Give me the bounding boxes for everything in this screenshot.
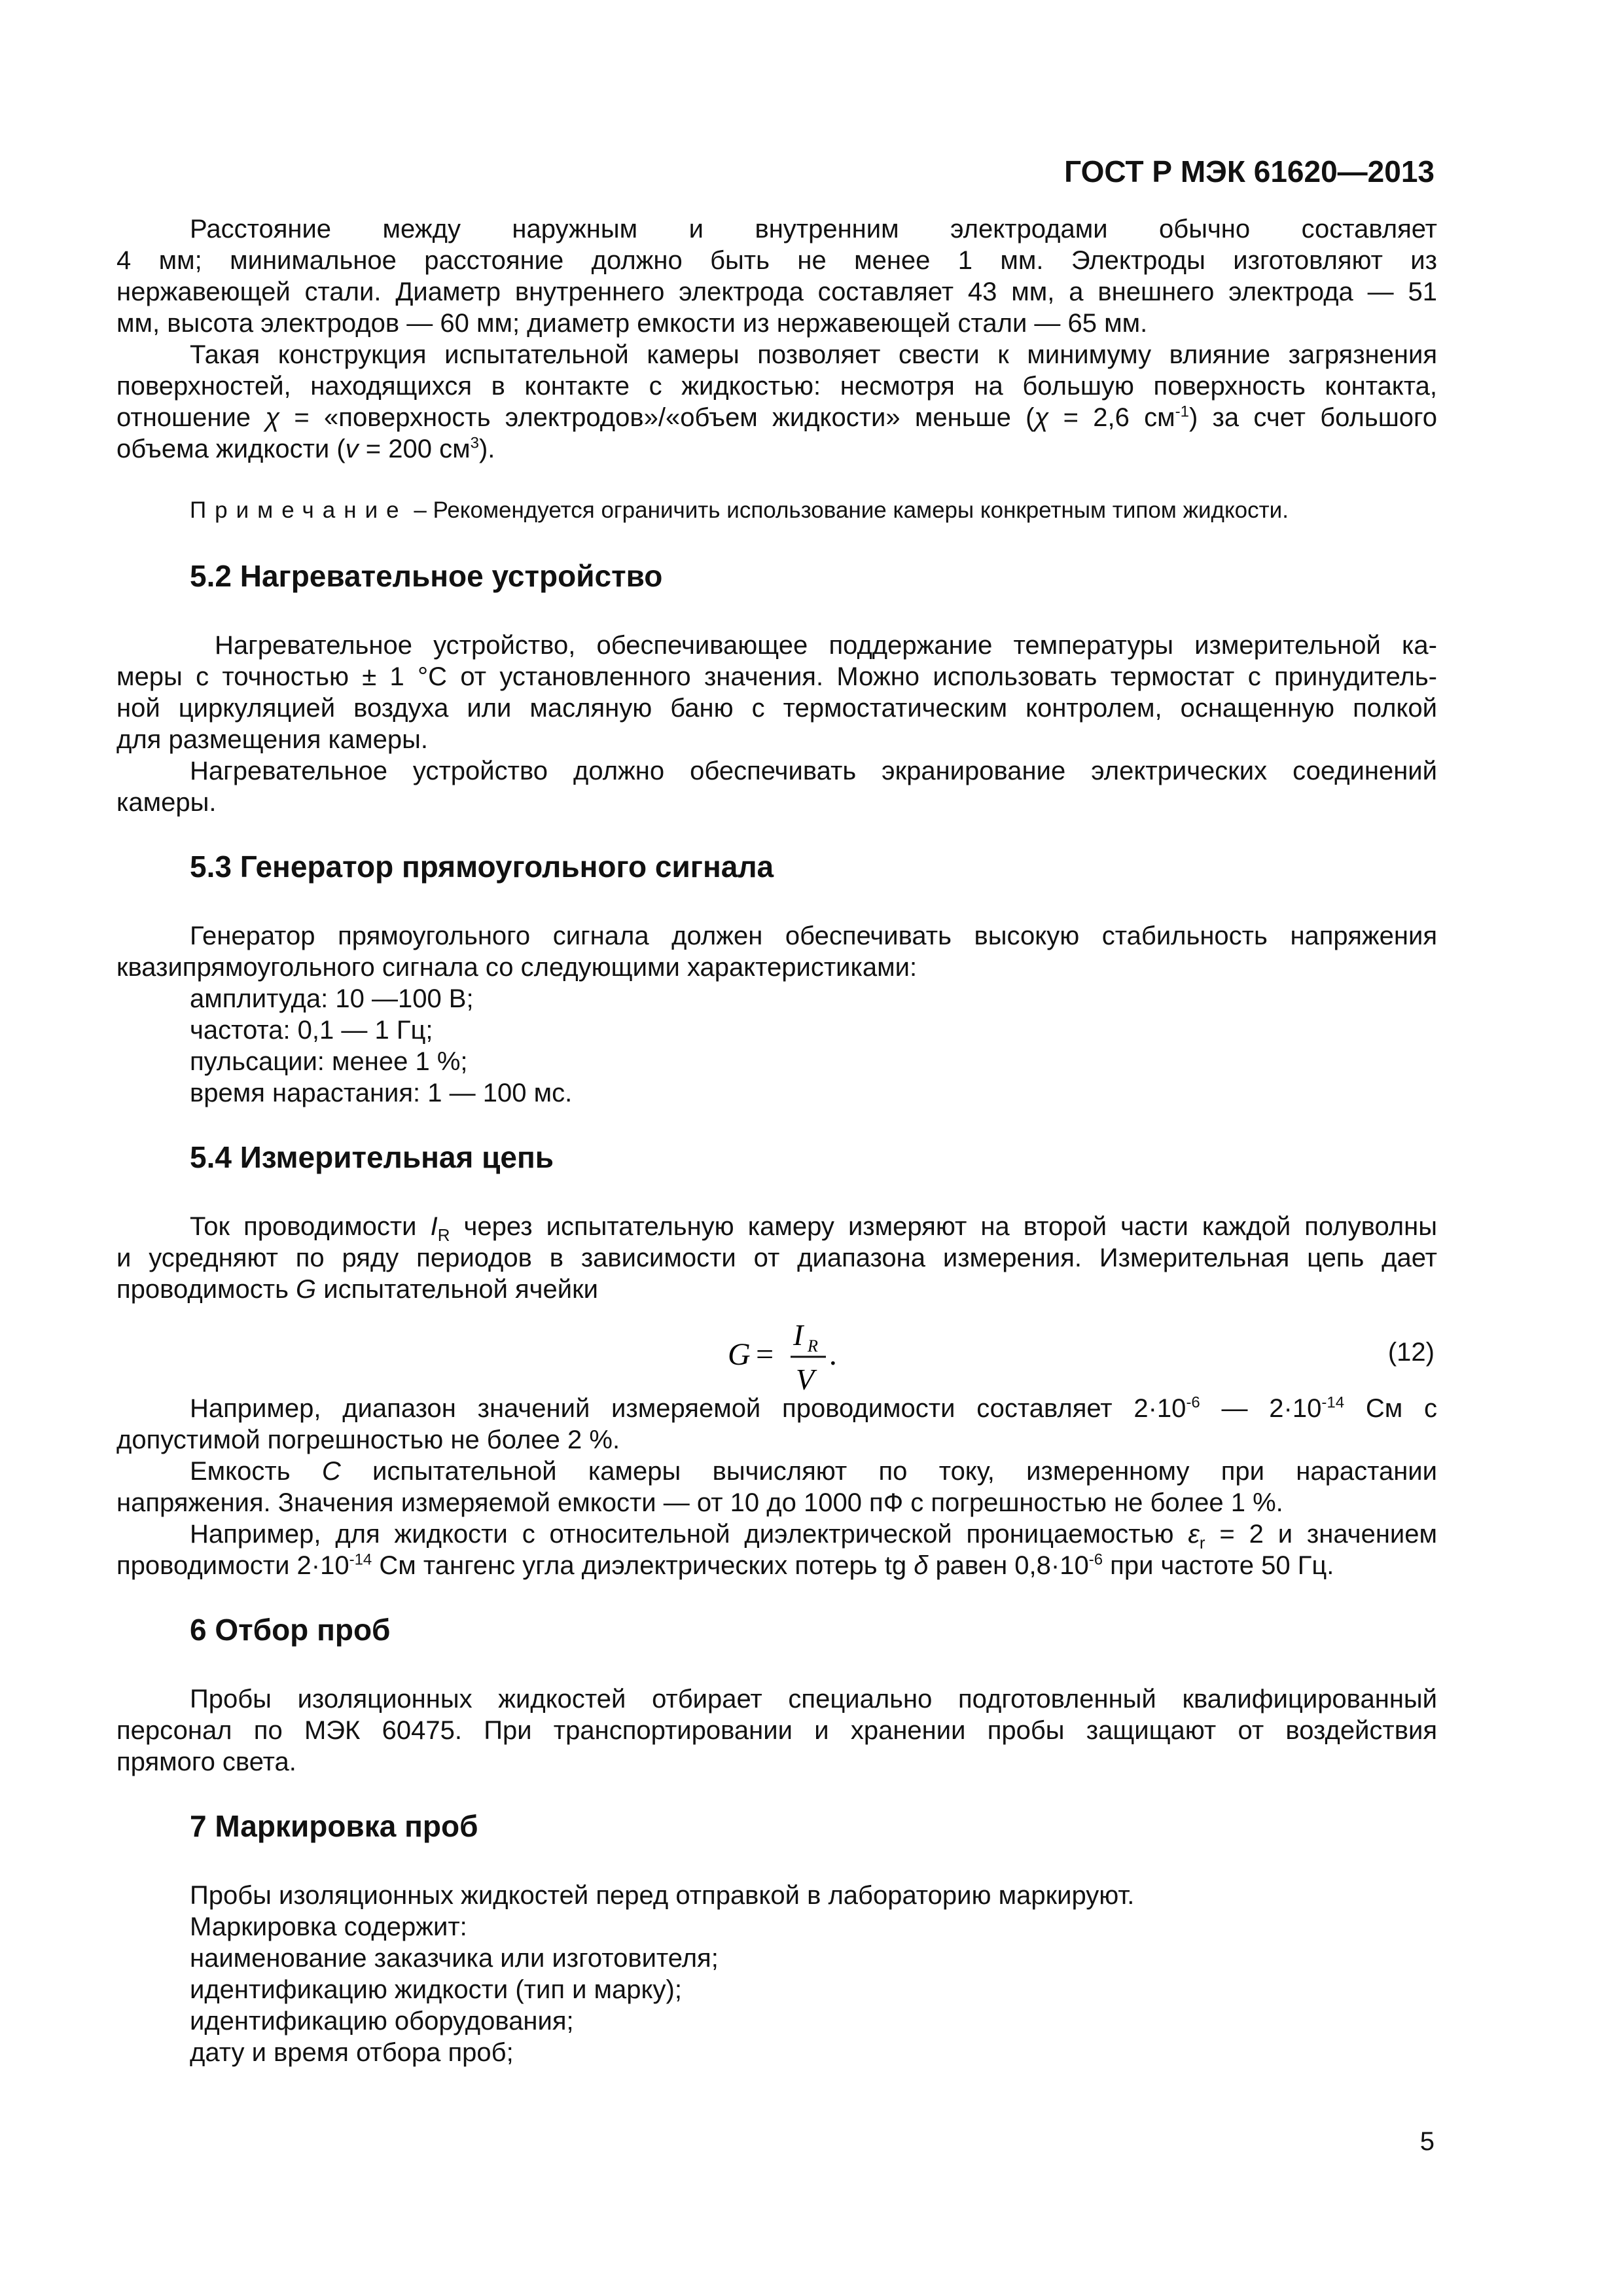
text-line: и усредняют по ряду периодов в зависимости от диапазона измерения. Измерительная цепь дает: [116, 1244, 1437, 1272]
section-heading: 5.4 Измерительная цепь: [190, 1140, 554, 1174]
text-line: Генератор прямоугольного сигнала должен обеспечивать высокую стабильность напряжения: [190, 922, 1437, 950]
formula-denominator: V: [796, 1363, 815, 1396]
formula-graphic: [728, 1312, 852, 1397]
section-heading: 5.2 Нагревательное устройство: [190, 559, 663, 593]
text-line: поверхностей, находящихся в контакте с жидкостью: несмотря на большую поверхность контакта,: [116, 372, 1437, 401]
text-line: допустимой погрешностью не более 2 %.: [116, 1426, 620, 1454]
note-label: Примечание: [190, 497, 408, 523]
note-text: – Рекомендуется ограничить использование камеры конкретным типом жидкости.: [407, 497, 1289, 523]
text-line: мм, высота электродов — 60 мм; диаметр емкости из нержавеющей стали — 65 мм.: [116, 309, 1148, 338]
text-line: для размещения камеры.: [116, 725, 428, 754]
text-line: объема жидкости (v = 200 $см^3$).: [116, 434, 495, 463]
list-item: время нарастания: 1 — 100 мс.: [190, 1079, 573, 1107]
list-item: амплитуда: 10 —100 В;: [190, 984, 474, 1013]
text-line: меры с точностью ± 1 °С от установленного значения. Можно использовать термостат с принудитель-: [116, 662, 1437, 691]
list-item: частота: 0,1 — 1 Гц;: [190, 1016, 433, 1045]
text-line: отношение χ = «поверхность электродов»/«объем жидкости» меньше (χ = 2,6 $см^{-1}$) за счет большого: [116, 403, 1437, 432]
text-line: Нагревательное устройство должно обеспечивать экранирование электрических соединений: [190, 757, 1437, 785]
text-line: Например, для жидкости с относительной диэлектрической проницаемостью $\varepsilon_r = 2$ и значением: [190, 1520, 1437, 1550]
list-item: идентификацию оборудования;: [190, 2007, 574, 2036]
list-item: идентификацию жидкости (тип и марку);: [190, 1975, 682, 2004]
text-line: нержавеющей стали. Диаметр внутреннего электрода составляет 43 мм, а внешнего электрода — 51: [116, 278, 1437, 306]
text-line: Пробы изоляционных жидкостей отбирает специально подготовленный квалифицированный: [190, 1685, 1437, 1713]
text-line: проводимости $2\cdot 10^{-14}$ См тангенс угла диэлектрических потерь tg δ равен $0,8\cdot 10^{-6}$ при частоте 50 Гц.: [116, 1551, 1334, 1580]
text-line: квазипрямоугольного сигнала со следующими характеристиками:: [116, 953, 918, 982]
page-number: 5: [1419, 2127, 1435, 2156]
text-line: 4 мм; минимальное расстояние должно быть не менее 1 мм. Электроды изготовляют из: [116, 246, 1437, 275]
text-line: прямого света.: [116, 1748, 296, 1776]
text-line: персонал по МЭК 60475. При транспортировании и хранении пробы защищают от воздействия: [116, 1716, 1437, 1745]
section-heading: 5.3 Генератор прямоугольного сигнала: [190, 850, 774, 884]
list-item: дату и время отбора проб;: [190, 2038, 514, 2067]
text-line: камеры.: [116, 788, 217, 817]
text-line: Нагревательное устройство, обеспечивающее поддержание температуры измерительной ка-: [215, 631, 1437, 660]
text-line: Ток проводимости $I_R$ через испытательную камеру измеряют на второй части каждой полуволны: [190, 1212, 1437, 1242]
formula-lhs: G: [728, 1337, 751, 1372]
list-item: наименование заказчика или изготовителя;: [190, 1944, 719, 1973]
section-heading: 6 Отбор проб: [190, 1613, 391, 1647]
formula-equals: =: [754, 1337, 776, 1372]
equation-number: (12): [1387, 1338, 1435, 1367]
document-id: ГОСТ Р МЭК 61620—2013: [1064, 154, 1435, 188]
text-line: Расстояние между наружным и внутренним электродами обычно составляет: [190, 215, 1437, 243]
text-line: Маркировка содержит:: [190, 1912, 467, 1941]
formula-12: [728, 1312, 852, 1405]
text-line: ной циркуляцией воздуха или масляную баню с термостатическим контролем, оснащенную полкой: [116, 694, 1437, 723]
formula-numerator: I: [793, 1318, 804, 1352]
text-line: проводимость G испытательной ячейки: [116, 1275, 598, 1304]
list-item: пульсации: менее 1 %;: [190, 1047, 468, 1076]
text-line: Например, диапазон значений измеряемой проводимости составляет $2\cdot 10^{-6}$ — $2\cdot 10^{-14}$ См с: [190, 1393, 1437, 1423]
text-line: Такая конструкция испытательной камеры позволяет свести к минимуму влияние загрязнения: [190, 340, 1437, 369]
note: [190, 496, 1289, 525]
formula-dot: .: [830, 1337, 838, 1372]
section-heading: 7 Маркировка проб: [190, 1809, 478, 1843]
text-line: Емкость С испытательной камеры вычисляют по току, измеренному при нарастании: [190, 1457, 1437, 1486]
formula-numerator-sub: R: [808, 1336, 818, 1355]
text-line: напряжения. Значения измеряемой емкости — от 10 до 1000 пФ с погрешностью не более 1 %.: [116, 1488, 1283, 1517]
text-line: Пробы изоляционных жидкостей перед отправкой в лабораторию маркируют.: [190, 1881, 1135, 1910]
